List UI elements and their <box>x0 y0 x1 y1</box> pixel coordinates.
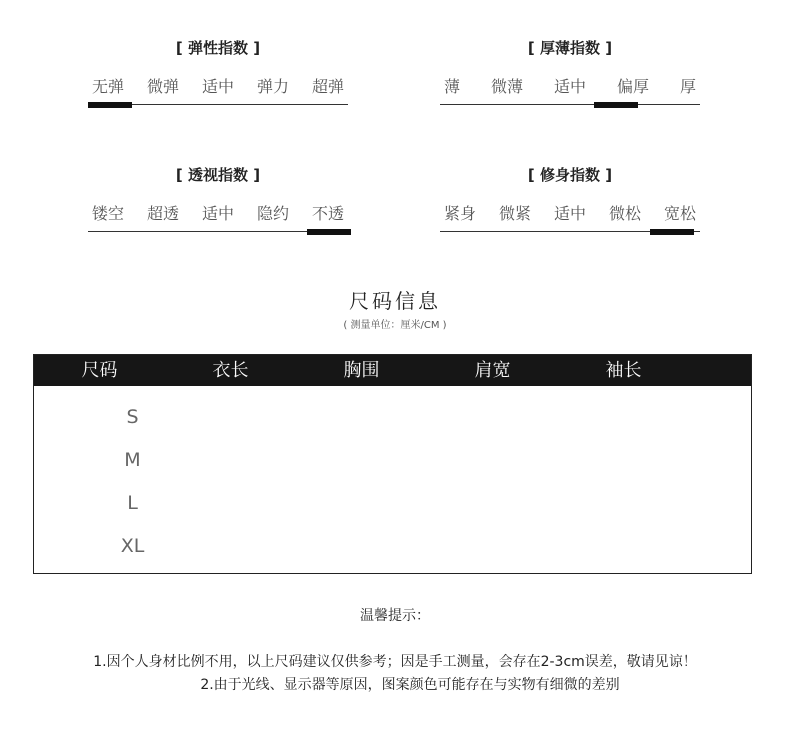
size-cell: L <box>127 492 138 514</box>
elasticity-option: 弹力 <box>256 77 289 96</box>
fit-option: 微紧 <box>498 204 531 223</box>
size-cell: XL <box>120 535 145 557</box>
sheerness-selected-marker <box>307 229 351 235</box>
thickness-option: 适中 <box>553 77 586 96</box>
size-info-unit: ( 测量单位：厘米/CM ) <box>343 320 447 331</box>
size-cell: M <box>124 449 141 471</box>
tips-title: 温馨提示： <box>360 608 430 624</box>
thickness-selected-marker <box>594 102 638 108</box>
fit-options <box>440 203 700 225</box>
thickness-option: 微薄 <box>490 77 523 96</box>
thickness-option: 薄 <box>444 77 461 96</box>
elasticity-selected-marker <box>88 102 132 108</box>
thickness-option: 厚 <box>679 77 696 96</box>
sheerness-scale <box>88 229 348 235</box>
sheerness-options <box>88 203 348 225</box>
thickness-scale <box>440 102 700 108</box>
sheerness-index-title: [ 透视指数 ] <box>175 166 261 184</box>
size-cell: S <box>126 406 139 428</box>
column-header: 肩宽 <box>474 360 511 381</box>
size-table-header <box>34 355 751 386</box>
elasticity-option: 无弹 <box>92 77 125 96</box>
column-header: 尺码 <box>81 360 118 381</box>
column-header: 衣长 <box>212 360 249 381</box>
sheerness-option: 隐约 <box>256 204 289 223</box>
sheerness-option: 镂空 <box>92 204 125 223</box>
thickness-options <box>440 76 700 98</box>
sheerness-option: 适中 <box>201 204 234 223</box>
elasticity-option: 超弹 <box>311 77 344 96</box>
sheerness-index <box>88 165 348 235</box>
fit-option: 适中 <box>553 204 586 223</box>
elasticity-index <box>88 38 348 108</box>
sheerness-option: 超透 <box>146 204 179 223</box>
fit-index <box>440 165 700 235</box>
column-header: 袖长 <box>605 360 642 381</box>
thickness-index <box>440 38 700 108</box>
fit-option: 宽松 <box>663 204 696 223</box>
fit-option: 微松 <box>608 204 641 223</box>
size-table <box>33 354 752 574</box>
fit-scale <box>440 229 700 235</box>
table-row <box>34 482 751 525</box>
fit-index-title: [ 修身指数 ] <box>527 166 613 184</box>
elasticity-options <box>88 76 348 98</box>
column-header: 胸围 <box>343 360 380 381</box>
scale-line <box>440 104 700 105</box>
size-info-title: 尺码信息 <box>349 289 441 313</box>
thickness-index-title: [ 厚薄指数 ] <box>527 39 613 57</box>
tip-note: 2.由于光线、显示器等原因，图案颜色可能存在与实物有细微的差别 <box>200 677 620 693</box>
tip-note: 1.因个人身材比例不用，以上尺码建议仅供参考；因是手工测量，会存在2-3cm误差，敬请见谅！ <box>93 654 697 670</box>
elasticity-index-title: [ 弹性指数 ] <box>175 39 261 57</box>
fit-option: 紧身 <box>444 204 477 223</box>
table-row <box>34 396 751 439</box>
size-table-body <box>34 386 751 568</box>
elasticity-option: 微弹 <box>146 77 179 96</box>
elasticity-scale <box>88 102 348 108</box>
table-row <box>34 525 751 568</box>
table-row <box>34 439 751 482</box>
sheerness-option: 不透 <box>311 204 344 223</box>
thickness-option: 偏厚 <box>616 77 649 96</box>
elasticity-option: 适中 <box>201 77 234 96</box>
fit-selected-marker <box>650 229 694 235</box>
